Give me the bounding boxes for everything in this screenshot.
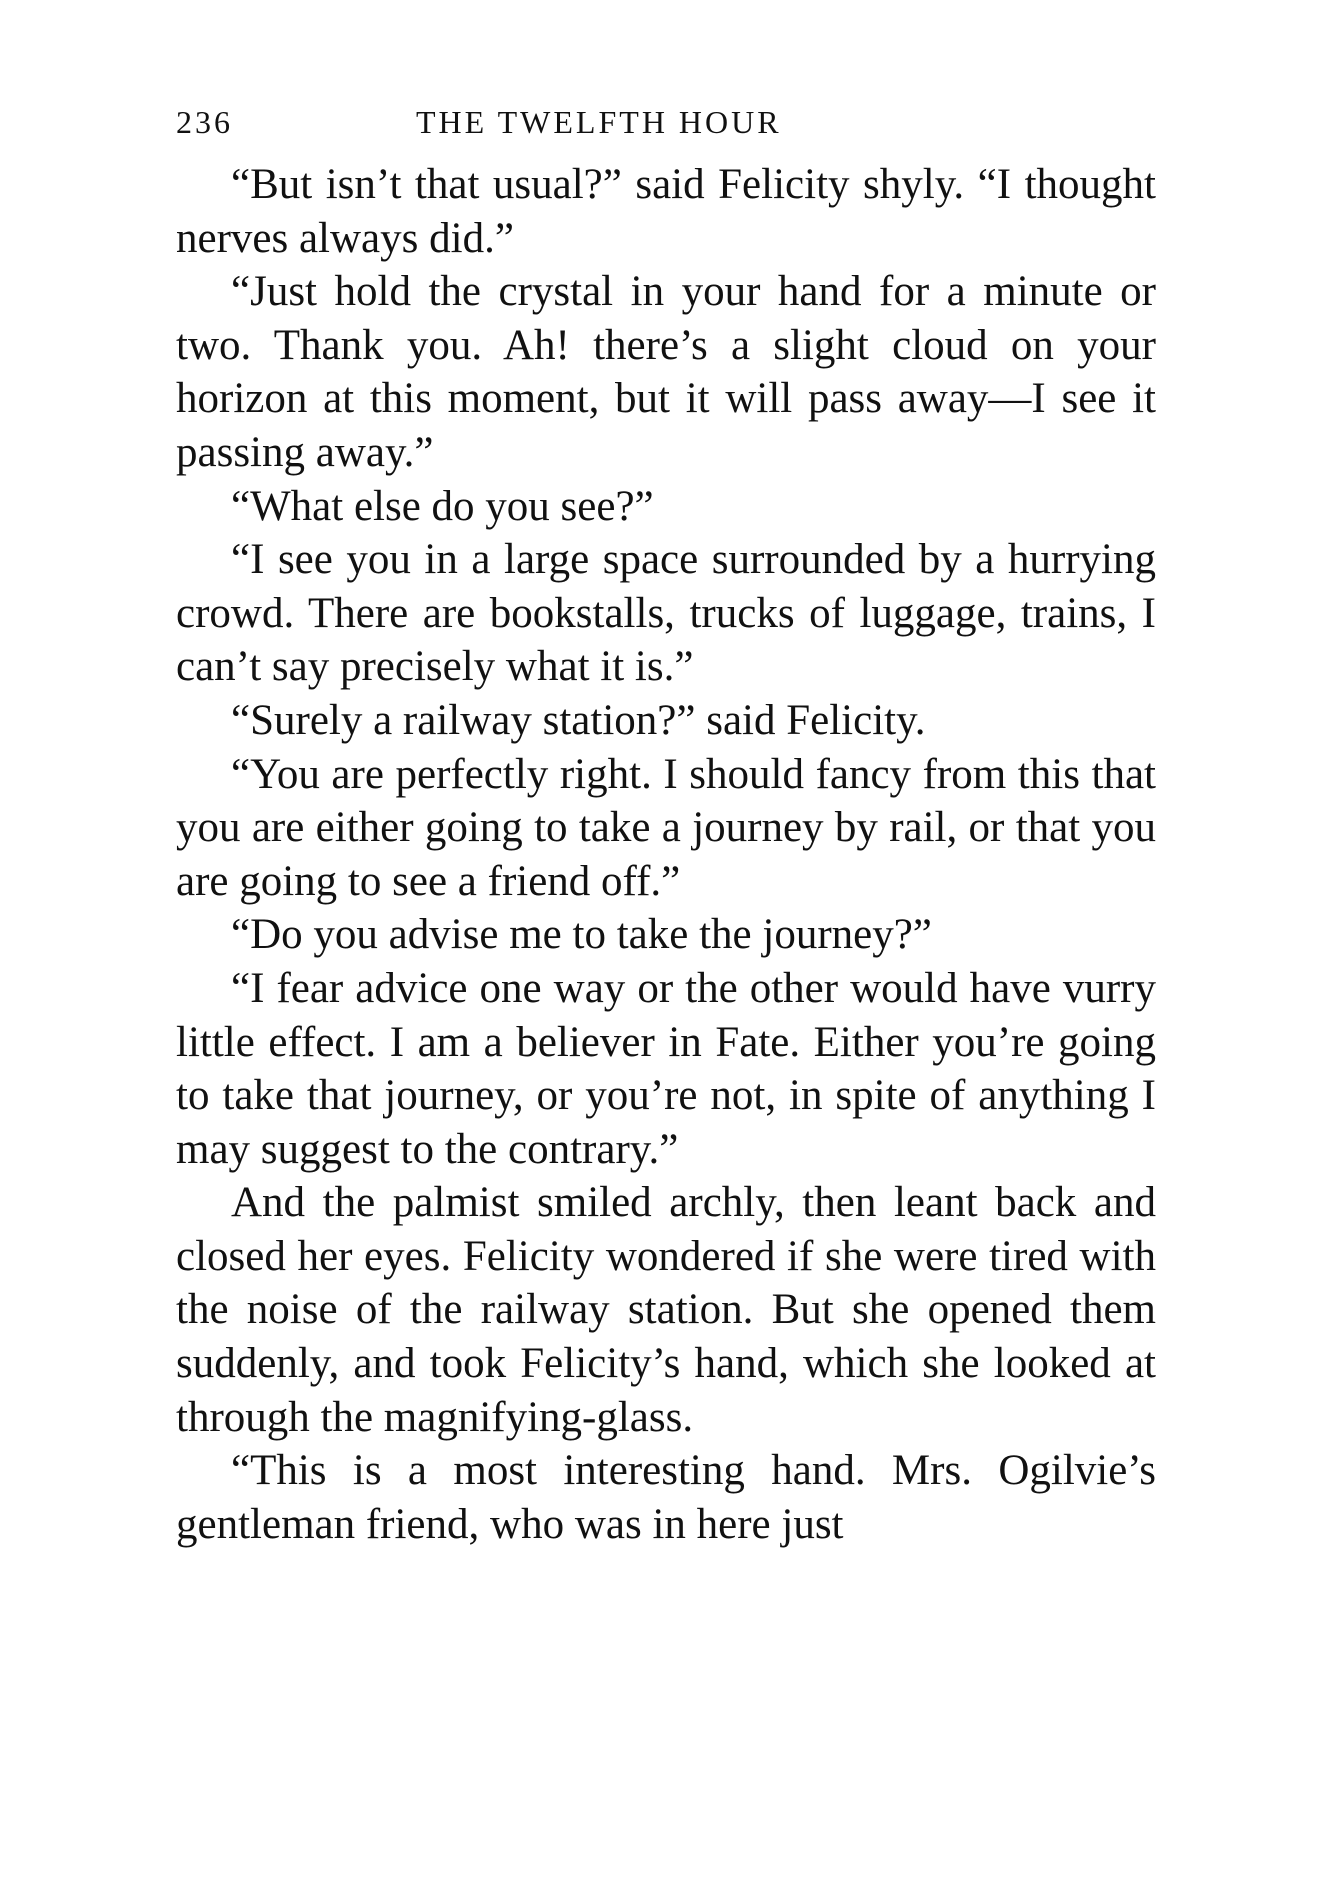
paragraph: “I fear advice one way or the other would have vurry little effect. I am a believer in Fate. Either you’re going to take that journey, or you’re not, in spite of anything I may suggest to the contrary.” <box>176 964 1156 1173</box>
running-head <box>176 98 1156 146</box>
paragraph: “You are perfectly right. I should fancy from this that you are either going to take a journey by rail, or that you are going to see a friend off.” <box>176 750 1156 905</box>
page-number: 236 <box>176 104 233 140</box>
book-page <box>176 98 1156 1551</box>
paragraph: “Surely a railway station?” said Felicity. <box>231 696 926 744</box>
paragraph: “What else do you see?” <box>231 482 654 530</box>
paragraph: “This is a most interesting hand. Mrs. Ogilvie’s gentleman friend, who was in here just <box>176 1447 1156 1548</box>
running-title: THE TWELFTH HOUR <box>416 104 782 140</box>
paragraph: “Just hold the crystal in your hand for a minute or two. Thank you. Ah! there’s a slight cloud on your horizon at this moment, but it will pass away—I see it passing away.” <box>176 268 1156 476</box>
body-text <box>176 158 1156 1551</box>
paragraph: “Do you advise me to take the journey?” <box>231 911 932 959</box>
paragraph: “I see you in a large space surrounded by a hurrying crowd. There are bookstalls, trucks of luggage, trains, I can’t say precisely what it is.” <box>176 536 1156 691</box>
paragraph: And the palmist smiled archly, then leant back and closed her eyes. Felicity wondered if she were tired with the noise of the railway station. But she opened them suddenly, and took Felicity’s hand, which she looked at through the magnifying-glass. <box>176 1179 1156 1441</box>
paragraph: “But isn’t that usual?” said Felicity shyly. “I thought nerves always did.” <box>176 161 1156 262</box>
